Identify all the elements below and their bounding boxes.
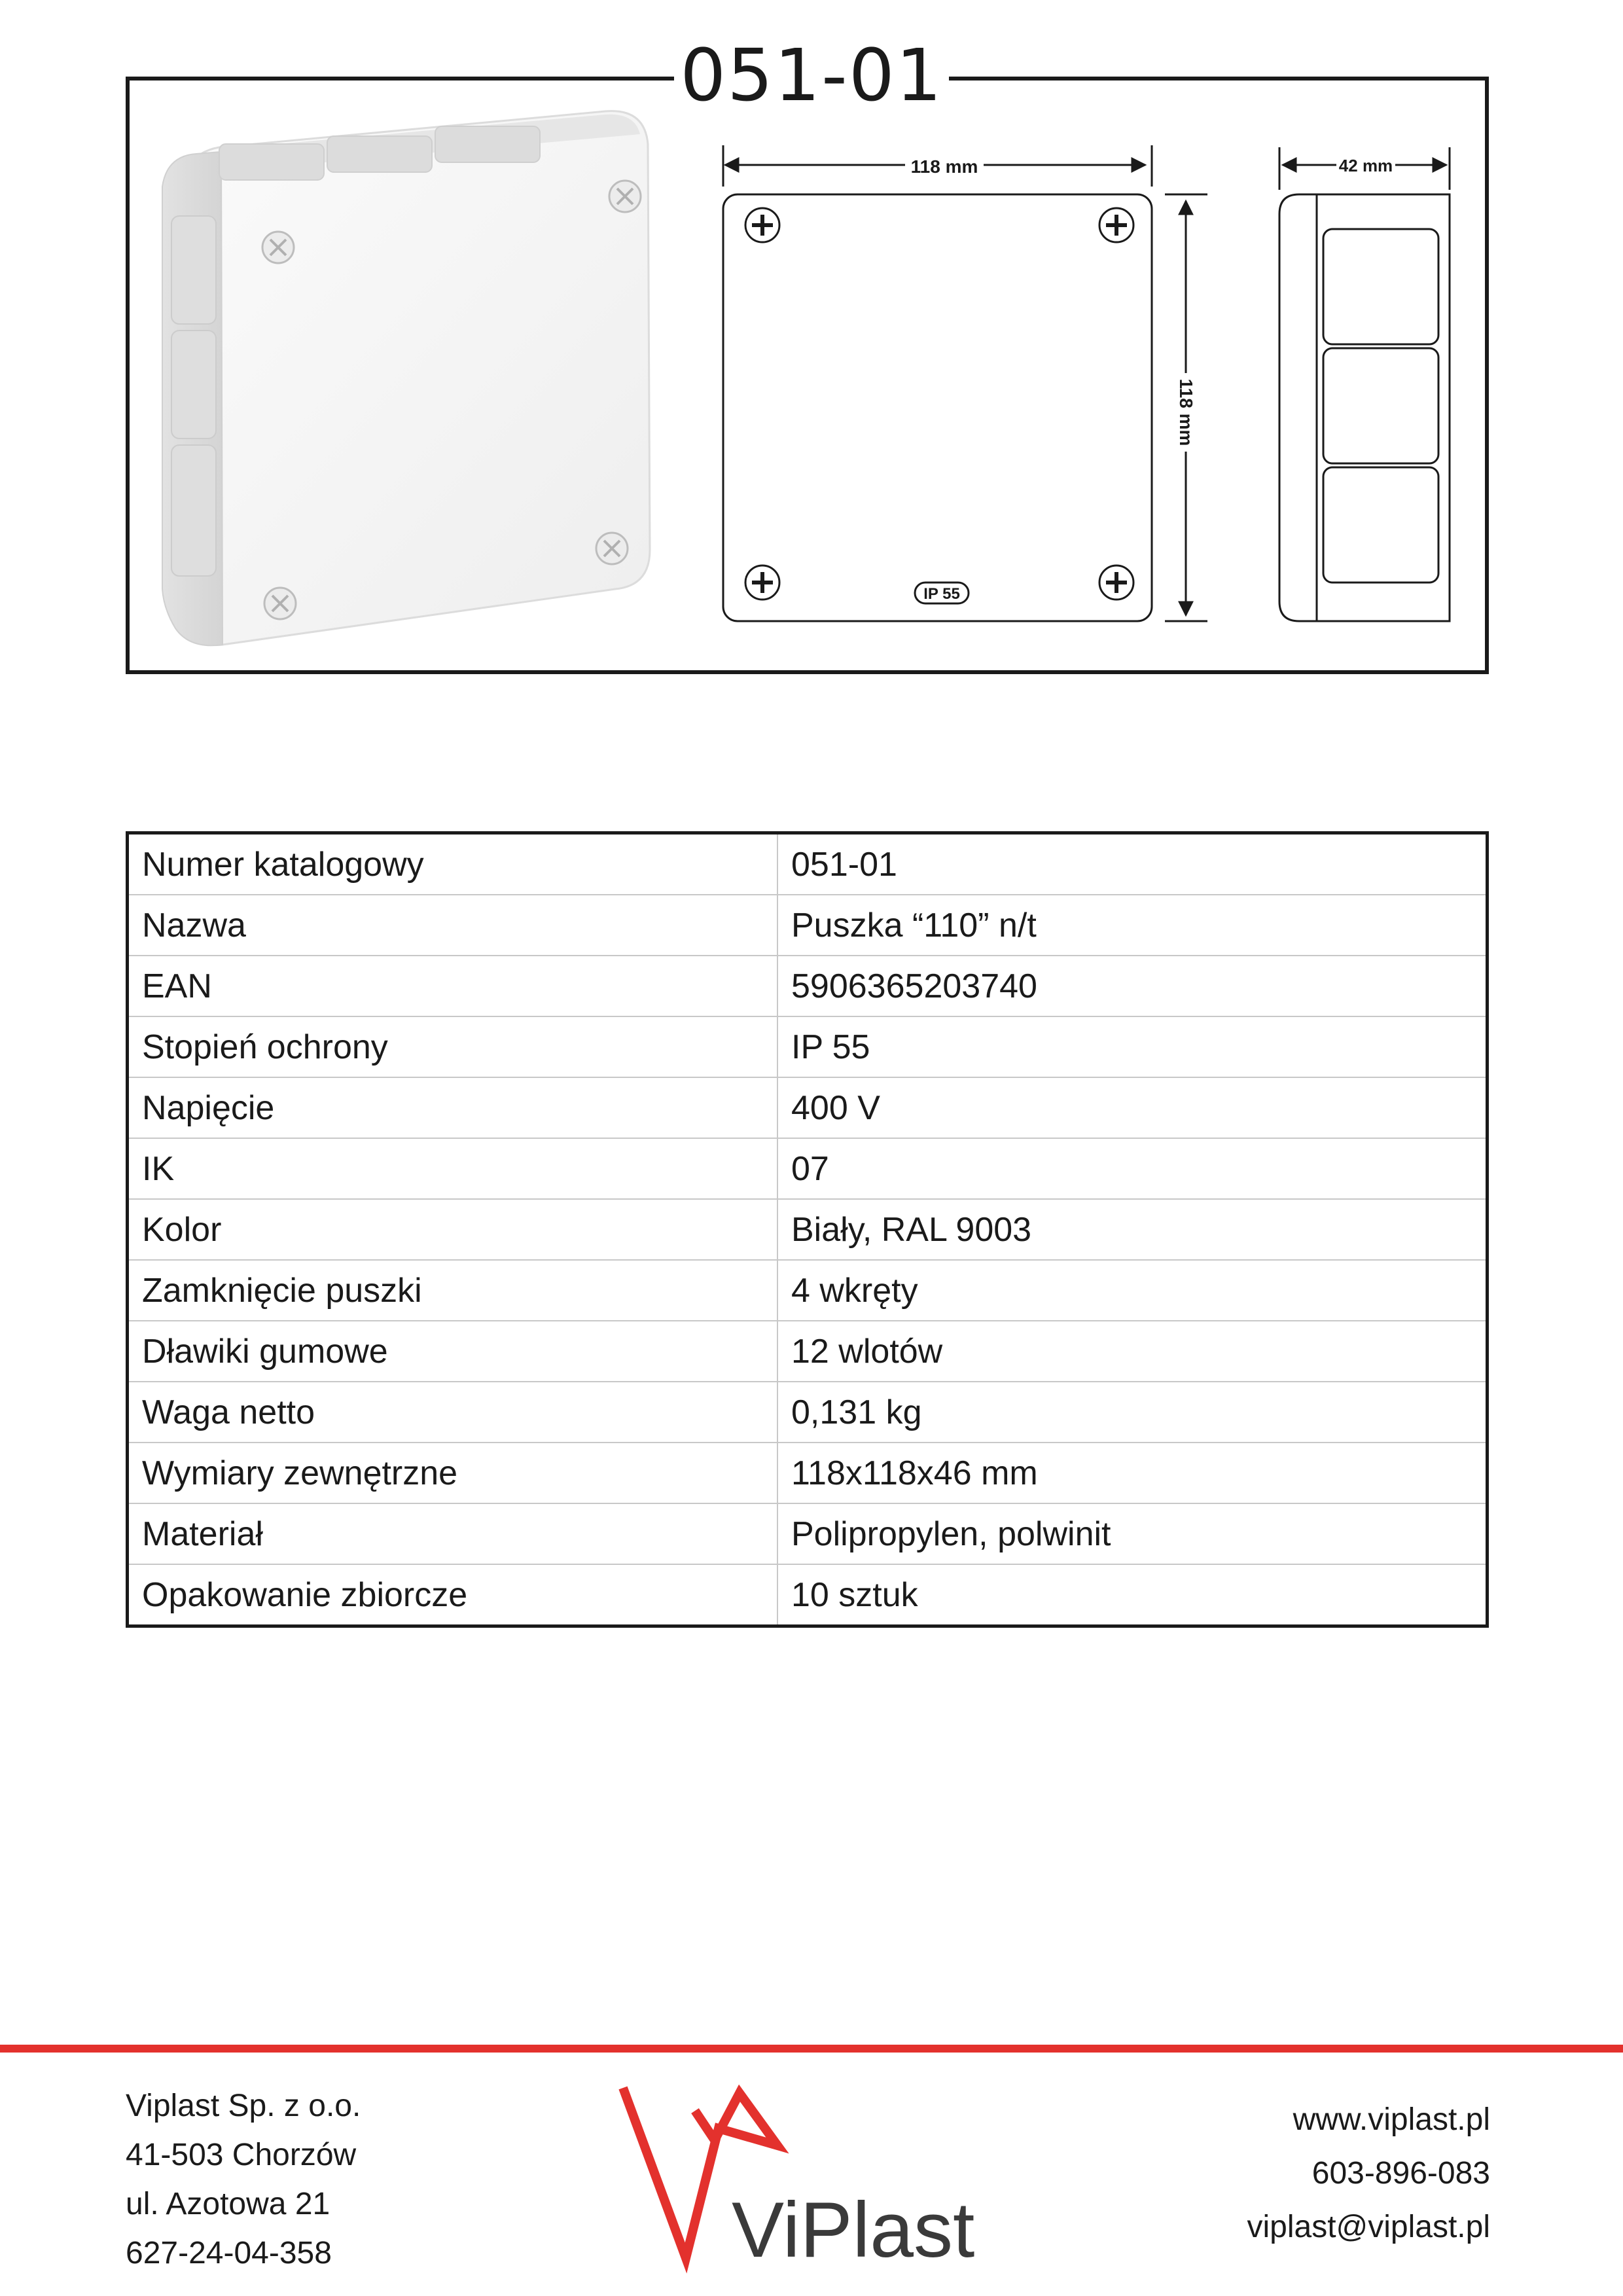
company-name: Viplast Sp. z o.o. xyxy=(126,2089,361,2123)
spec-value: 051-01 xyxy=(791,845,897,884)
spec-value: Puszka “110” n/t xyxy=(777,895,1488,956)
side-view-drawing xyxy=(1279,147,1450,621)
table-row xyxy=(128,1260,1488,1321)
table-row xyxy=(128,1077,1488,1138)
spec-value: 4 wkręty xyxy=(777,1260,1488,1321)
company-contact xyxy=(1247,2093,1490,2254)
spec-table xyxy=(126,831,1489,1628)
table-row xyxy=(128,1138,1488,1199)
spec-key: IK xyxy=(128,1138,778,1199)
table-row xyxy=(128,1321,1488,1382)
company-address xyxy=(126,2081,361,2278)
spec-key: Materiał xyxy=(128,1503,778,1564)
table-row xyxy=(128,1382,1488,1443)
email-link[interactable]: viplast@viplast.pl xyxy=(1247,2210,1490,2244)
ip-rating-mark: IP 55 xyxy=(923,585,960,603)
website-link[interactable]: www.viplast.pl xyxy=(1293,2102,1490,2137)
postal-city: 41-503 Chorzów xyxy=(126,2138,357,2172)
table-row xyxy=(128,1564,1488,1626)
product-photo xyxy=(162,111,650,646)
depth-dimension-label: 42 mm xyxy=(1338,156,1393,175)
viplast-logo xyxy=(615,2081,1008,2278)
spec-value: 12 wlotów xyxy=(777,1321,1488,1382)
phone-number[interactable]: 603-896-083 xyxy=(1311,2156,1490,2191)
table-row xyxy=(128,1503,1488,1564)
spec-value: IP 55 xyxy=(777,1016,1488,1077)
width-dimension-label: 118 mm xyxy=(910,156,978,177)
table-row xyxy=(128,956,1488,1016)
height-dimension-label: 118 mm xyxy=(1176,378,1196,446)
spec-key: Numer katalogowy xyxy=(128,833,778,895)
spec-value: 07 xyxy=(777,1138,1488,1199)
spec-value: 118x118x46 mm xyxy=(777,1443,1488,1503)
footer-divider xyxy=(0,2045,1623,2053)
spec-key: Nazwa xyxy=(128,895,778,956)
spec-key: Dławiki gumowe xyxy=(128,1321,778,1382)
spec-value: 0,131 kg xyxy=(777,1382,1488,1443)
table-row xyxy=(128,833,1488,895)
table-row xyxy=(128,1443,1488,1503)
tax-id: 627-24-04-358 xyxy=(126,2236,332,2270)
spec-value: 5906365203740 xyxy=(777,956,1488,1016)
table-row xyxy=(128,1199,1488,1260)
front-view-drawing xyxy=(723,145,1207,621)
street-address: ul. Azotowa 21 xyxy=(126,2187,330,2221)
spec-key: Waga netto xyxy=(128,1382,778,1443)
spec-key: Zamknięcie puszki xyxy=(128,1260,778,1321)
spec-key: Wymiary zewnętrzne xyxy=(128,1443,778,1503)
spec-key: Stopień ochrony xyxy=(128,1016,778,1077)
product-drawings xyxy=(0,0,1623,687)
logo-wordmark: ViPlast xyxy=(732,2186,975,2274)
product-code-title: 051-01 xyxy=(674,26,949,124)
table-row xyxy=(128,1016,1488,1077)
spec-key: Kolor xyxy=(128,1199,778,1260)
spec-value: Biały, RAL 9003 xyxy=(777,1199,1488,1260)
table-row xyxy=(128,895,1488,956)
spec-value: 400 V xyxy=(777,1077,1488,1138)
spec-key: Opakowanie zbiorcze xyxy=(128,1564,778,1626)
spec-key: EAN xyxy=(128,956,778,1016)
spec-key: Napięcie xyxy=(128,1077,778,1138)
spec-value: 10 sztuk xyxy=(777,1564,1488,1626)
spec-value: Polipropylen, polwinit xyxy=(777,1503,1488,1564)
